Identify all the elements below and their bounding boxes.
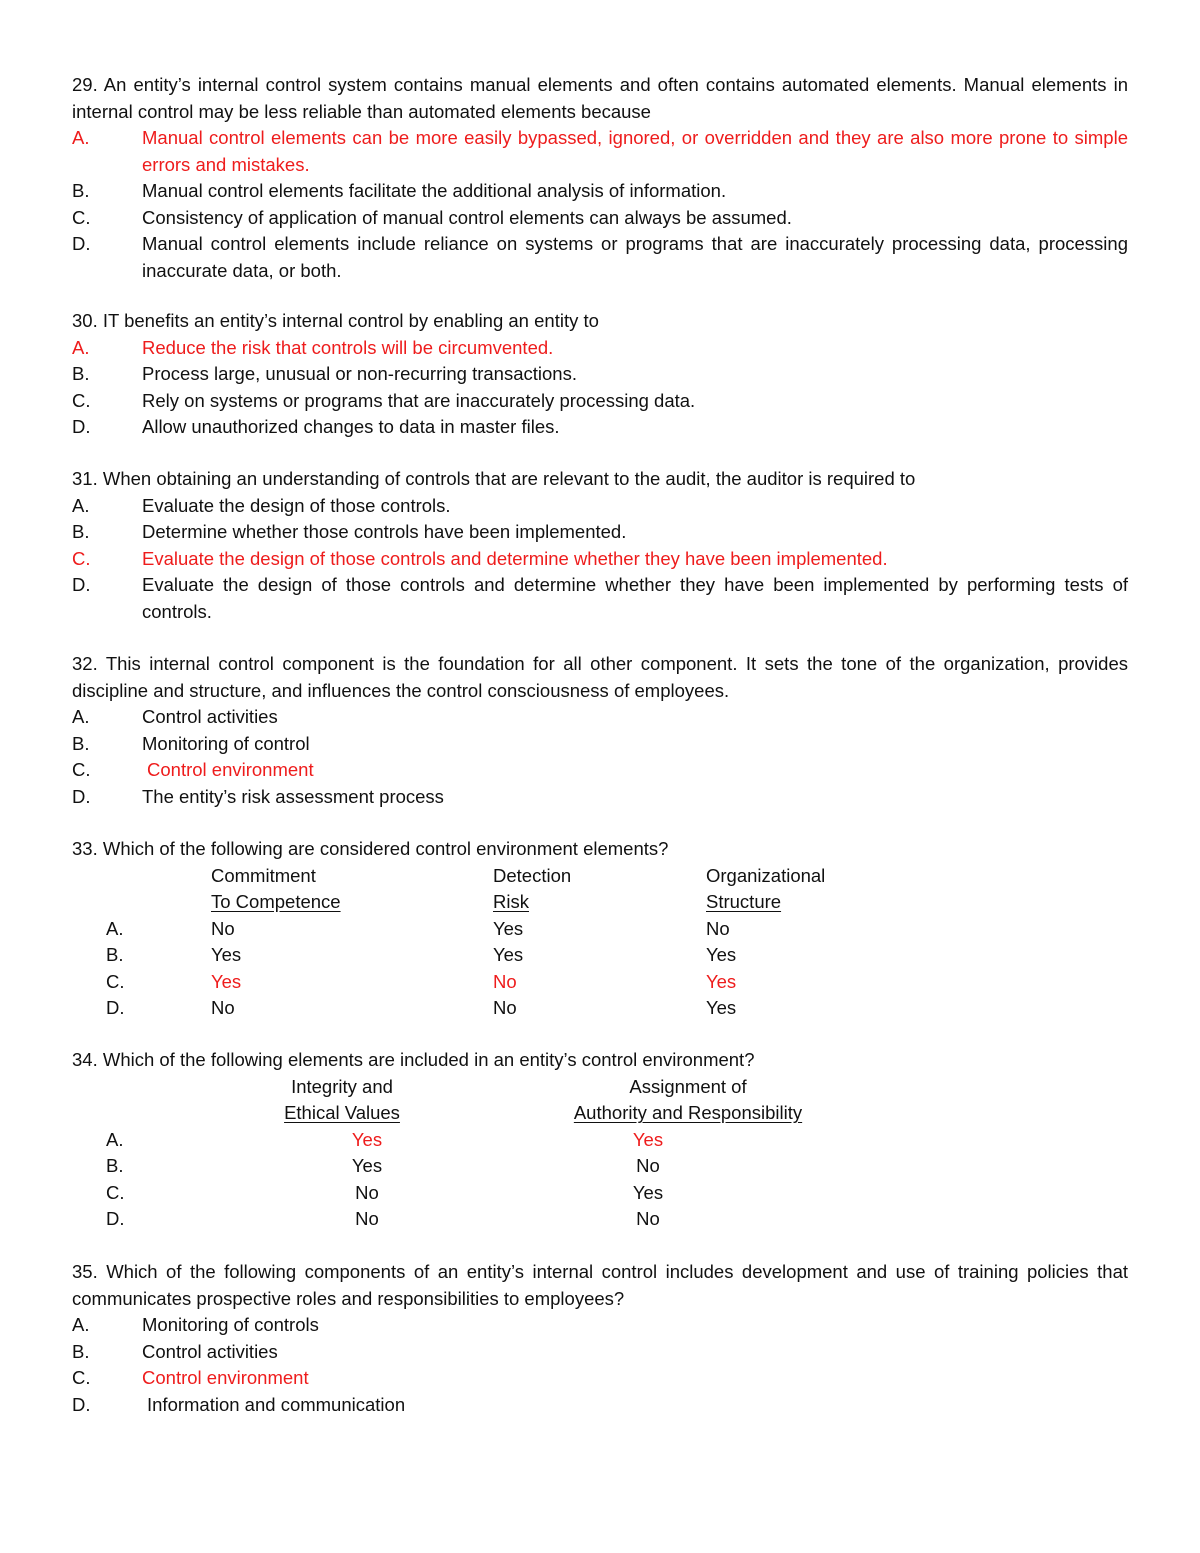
question-35 — [72, 1259, 1128, 1418]
question-number: 29. — [72, 74, 98, 95]
column-header: Assignment of — [629, 1075, 747, 1097]
header-row-1 — [72, 1074, 1128, 1101]
answer-matrix — [72, 863, 1128, 1022]
column-header: To Competence — [211, 891, 341, 912]
option-d: D. Manual control elements include reliance on systems or programs that are inaccurately processing data, processing inaccurate data, or both. — [72, 233, 1128, 281]
question-32 — [72, 651, 1128, 810]
option-c: C. Control environment — [72, 1367, 309, 1388]
question-33 — [72, 836, 1128, 1022]
header-row-1 — [72, 863, 1128, 890]
table-row: C. Yes No Yes — [106, 970, 737, 992]
table-row: B. Yes No — [106, 1155, 660, 1176]
question-34 — [72, 1047, 1128, 1233]
table-row: A. No Yes No — [106, 917, 730, 939]
option-b: B. Control activities — [72, 1340, 278, 1362]
question-stem: 31. When obtaining an understanding of controls that are relevant to the audit, the auditor is required to — [72, 468, 916, 489]
table-row: C. No Yes — [106, 1181, 664, 1203]
table-row: D. No No — [106, 1208, 660, 1229]
question-29 — [72, 72, 1128, 284]
column-header: Ethical Values — [284, 1102, 400, 1123]
column-header: Detection — [493, 864, 572, 886]
question-stem: 33. Which of the following are considered control environment elements? — [72, 838, 669, 859]
answer-matrix — [72, 1074, 1128, 1233]
question-31 — [72, 466, 1128, 625]
column-header: Risk — [493, 891, 529, 912]
question-number: 30. — [72, 310, 98, 331]
question-number: 34. — [72, 1049, 98, 1070]
option-a: A. Monitoring of controls — [72, 1314, 319, 1335]
option-b: B. Process large, unusual or non-recurring transactions. — [72, 363, 577, 384]
question-number: 32. — [72, 653, 98, 674]
question-stem: 34. Which of the following elements are included in an entity’s control environment? — [72, 1049, 755, 1070]
option-d: D. The entity’s risk assessment process — [72, 785, 444, 807]
question-stem: 32. This internal control component is the foundation for all other component. It sets the tone of the organization, provides discipline and structure, and influences the control consciousness of employees. — [72, 653, 1128, 701]
table-row: D. No No Yes — [106, 997, 737, 1018]
question-30 — [72, 308, 1128, 441]
column-header: Integrity and — [291, 1075, 393, 1097]
question-stem: 29. An entity’s internal control system contains manual elements and often contains automated elements. Manual elements in internal control may be less reliable than automated elements because — [72, 74, 1128, 122]
option-c: C. Evaluate the design of those controls and determine whether they have been implemented. — [72, 547, 888, 569]
header-row-2 — [72, 1100, 1128, 1127]
option-c: C. Consistency of application of manual control elements can always be assumed. — [72, 206, 792, 228]
question-number: 35. — [72, 1261, 98, 1282]
question-stem: 30. IT benefits an entity’s internal control by enabling an entity to — [72, 310, 599, 331]
column-header: Structure — [706, 891, 782, 912]
option-b: B. Manual control elements facilitate the additional analysis of information. — [72, 180, 727, 201]
option-a: A. Manual control elements can be more easily bypassed, ignored, or overridden and they are also more prone to simple errors and mistakes. — [72, 127, 1128, 175]
option-d: D. Evaluate the design of those controls and determine whether they have been implemented by performing tests of controls. — [72, 574, 1128, 622]
option-b: B. Determine whether those controls have been implemented. — [72, 521, 627, 542]
question-number: 31. — [72, 468, 98, 489]
option-d: D. Information and communication — [72, 1393, 406, 1415]
table-row: A. Yes Yes — [106, 1128, 664, 1150]
option-d: D. Allow unauthorized changes to data in master files. — [72, 416, 560, 437]
option-a: A. Control activities — [72, 706, 278, 727]
header-row-2 — [72, 889, 1128, 916]
option-c: C. Control environment — [72, 759, 314, 780]
table-row: B. Yes Yes Yes — [106, 944, 737, 965]
column-header: Authority and Responsibility — [573, 1102, 803, 1123]
option-a: A. Reduce the risk that controls will be circumvented. — [72, 336, 554, 358]
column-header: Organizational — [706, 864, 826, 886]
question-number: 33. — [72, 838, 98, 859]
option-c: C. Rely on systems or programs that are inaccurately processing data. — [72, 389, 696, 411]
option-b: B. Monitoring of control — [72, 732, 310, 754]
question-stem: 35. Which of the following components of an entity’s internal control includes development and use of training policies that communicates prospective roles and responsibilities to employees? — [72, 1261, 1128, 1309]
option-a: A. Evaluate the design of those controls. — [72, 494, 451, 516]
column-header: Commitment — [211, 864, 316, 886]
